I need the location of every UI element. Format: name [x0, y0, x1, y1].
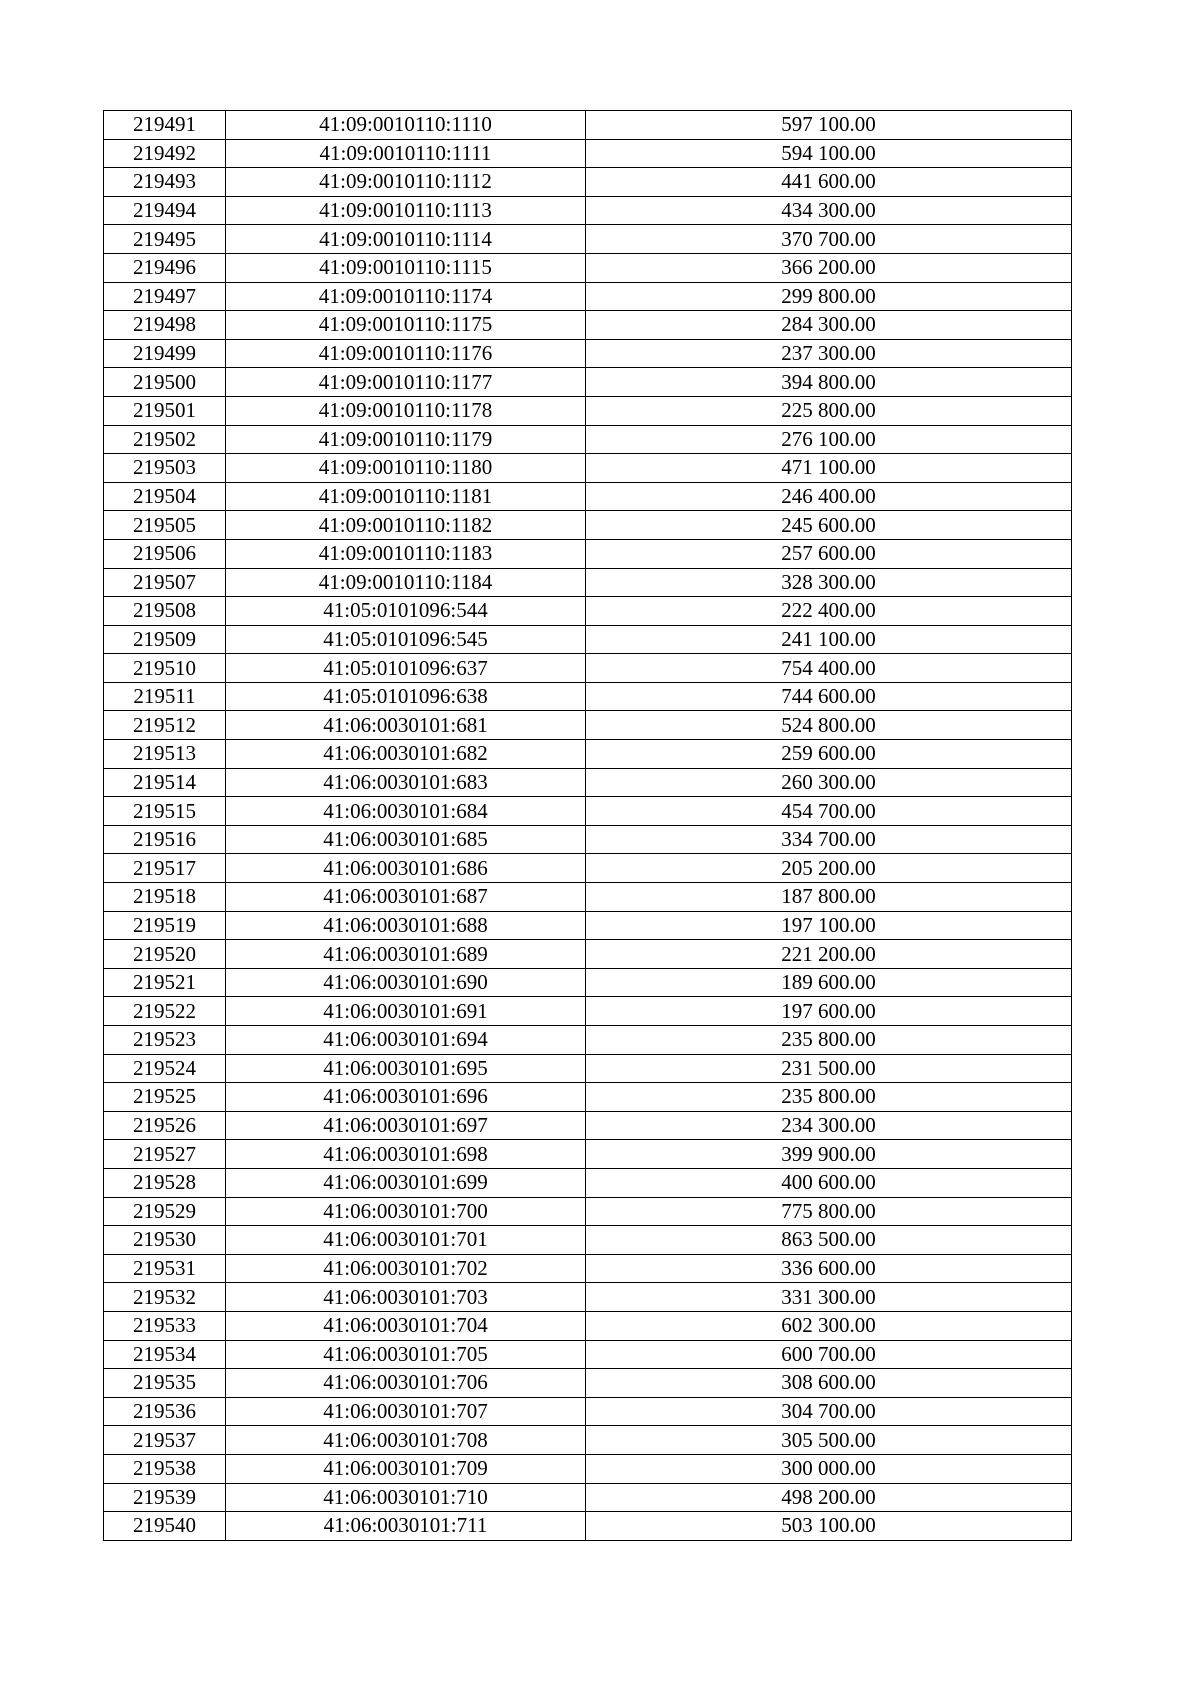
cadastral-number-cell: 41:09:0010110:1178 [226, 396, 586, 425]
row-number-cell: 219522 [104, 997, 226, 1026]
row-number-cell: 219539 [104, 1483, 226, 1512]
row-number-cell: 219498 [104, 311, 226, 340]
row-number-cell: 219530 [104, 1226, 226, 1255]
value-cell: 366 200.00 [586, 253, 1072, 282]
table-row [104, 1340, 1072, 1369]
table-row [104, 1397, 1072, 1426]
row-number-cell: 219519 [104, 911, 226, 940]
row-number-cell: 219494 [104, 196, 226, 225]
table-row [104, 711, 1072, 740]
value-cell: 471 100.00 [586, 454, 1072, 483]
row-number-cell: 219535 [104, 1369, 226, 1398]
row-number-cell: 219528 [104, 1168, 226, 1197]
value-cell: 241 100.00 [586, 625, 1072, 654]
value-cell: 600 700.00 [586, 1340, 1072, 1369]
row-number-cell: 219496 [104, 253, 226, 282]
table-row [104, 196, 1072, 225]
cadastral-number-cell: 41:09:0010110:1175 [226, 311, 586, 340]
cadastral-value-table [103, 110, 1072, 1541]
cadastral-number-cell: 41:06:0030101:702 [226, 1254, 586, 1283]
value-cell: 235 800.00 [586, 1026, 1072, 1055]
row-number-cell: 219526 [104, 1111, 226, 1140]
row-number-cell: 219511 [104, 682, 226, 711]
cadastral-number-cell: 41:06:0030101:690 [226, 968, 586, 997]
table-row [104, 396, 1072, 425]
table-row [104, 625, 1072, 654]
table-row [104, 1483, 1072, 1512]
cadastral-number-cell: 41:06:0030101:711 [226, 1512, 586, 1541]
cadastral-number-cell: 41:09:0010110:1184 [226, 568, 586, 597]
value-cell: 370 700.00 [586, 225, 1072, 254]
row-number-cell: 219534 [104, 1340, 226, 1369]
cadastral-number-cell: 41:09:0010110:1111 [226, 139, 586, 168]
cadastral-number-cell: 41:06:0030101:705 [226, 1340, 586, 1369]
cadastral-number-cell: 41:09:0010110:1182 [226, 511, 586, 540]
row-number-cell: 219540 [104, 1512, 226, 1541]
table-row [104, 1369, 1072, 1398]
value-cell: 308 600.00 [586, 1369, 1072, 1398]
value-cell: 305 500.00 [586, 1426, 1072, 1455]
table-row [104, 1226, 1072, 1255]
cadastral-number-cell: 41:06:0030101:710 [226, 1483, 586, 1512]
value-cell: 503 100.00 [586, 1512, 1072, 1541]
cadastral-number-cell: 41:05:0101096:545 [226, 625, 586, 654]
cadastral-number-cell: 41:05:0101096:637 [226, 654, 586, 683]
value-cell: 237 300.00 [586, 339, 1072, 368]
value-cell: 744 600.00 [586, 682, 1072, 711]
row-number-cell: 219491 [104, 111, 226, 140]
row-number-cell: 219516 [104, 825, 226, 854]
value-cell: 205 200.00 [586, 854, 1072, 883]
cadastral-number-cell: 41:09:0010110:1174 [226, 282, 586, 311]
cadastral-number-cell: 41:09:0010110:1183 [226, 539, 586, 568]
value-cell: 498 200.00 [586, 1483, 1072, 1512]
table-body [104, 111, 1072, 1541]
row-number-cell: 219502 [104, 425, 226, 454]
table-row [104, 339, 1072, 368]
cadastral-number-cell: 41:06:0030101:682 [226, 740, 586, 769]
row-number-cell: 219505 [104, 511, 226, 540]
value-cell: 235 800.00 [586, 1083, 1072, 1112]
value-cell: 441 600.00 [586, 168, 1072, 197]
row-number-cell: 219521 [104, 968, 226, 997]
cadastral-number-cell: 41:09:0010110:1112 [226, 168, 586, 197]
cadastral-number-cell: 41:05:0101096:638 [226, 682, 586, 711]
table-row [104, 682, 1072, 711]
row-number-cell: 219537 [104, 1426, 226, 1455]
cadastral-number-cell: 41:06:0030101:694 [226, 1026, 586, 1055]
row-number-cell: 219524 [104, 1054, 226, 1083]
row-number-cell: 219493 [104, 168, 226, 197]
row-number-cell: 219492 [104, 139, 226, 168]
value-cell: 863 500.00 [586, 1226, 1072, 1255]
cadastral-number-cell: 41:06:0030101:691 [226, 997, 586, 1026]
table-row [104, 968, 1072, 997]
cadastral-number-cell: 41:06:0030101:701 [226, 1226, 586, 1255]
cadastral-number-cell: 41:06:0030101:681 [226, 711, 586, 740]
row-number-cell: 219529 [104, 1197, 226, 1226]
cadastral-number-cell: 41:09:0010110:1180 [226, 454, 586, 483]
row-number-cell: 219518 [104, 883, 226, 912]
table-row [104, 1426, 1072, 1455]
table-row [104, 1197, 1072, 1226]
table-row [104, 139, 1072, 168]
value-cell: 284 300.00 [586, 311, 1072, 340]
value-cell: 454 700.00 [586, 797, 1072, 826]
cadastral-number-cell: 41:09:0010110:1176 [226, 339, 586, 368]
cadastral-number-cell: 41:06:0030101:689 [226, 940, 586, 969]
cadastral-number-cell: 41:09:0010110:1179 [226, 425, 586, 454]
table-row [104, 997, 1072, 1026]
value-cell: 597 100.00 [586, 111, 1072, 140]
table-row [104, 911, 1072, 940]
row-number-cell: 219525 [104, 1083, 226, 1112]
table-row [104, 539, 1072, 568]
cadastral-number-cell: 41:06:0030101:699 [226, 1168, 586, 1197]
cadastral-number-cell: 41:09:0010110:1113 [226, 196, 586, 225]
value-cell: 189 600.00 [586, 968, 1072, 997]
table-row [104, 1512, 1072, 1541]
row-number-cell: 219500 [104, 368, 226, 397]
row-number-cell: 219506 [104, 539, 226, 568]
row-number-cell: 219514 [104, 768, 226, 797]
table-row [104, 253, 1072, 282]
table-row [104, 1311, 1072, 1340]
table-row [104, 311, 1072, 340]
value-cell: 221 200.00 [586, 940, 1072, 969]
value-cell: 754 400.00 [586, 654, 1072, 683]
row-number-cell: 219520 [104, 940, 226, 969]
cadastral-number-cell: 41:06:0030101:696 [226, 1083, 586, 1112]
row-number-cell: 219513 [104, 740, 226, 769]
value-cell: 276 100.00 [586, 425, 1072, 454]
table-row [104, 797, 1072, 826]
table-row [104, 482, 1072, 511]
table-row [104, 168, 1072, 197]
row-number-cell: 219510 [104, 654, 226, 683]
value-cell: 245 600.00 [586, 511, 1072, 540]
table-row [104, 368, 1072, 397]
table-row [104, 225, 1072, 254]
table-row [104, 597, 1072, 626]
value-cell: 257 600.00 [586, 539, 1072, 568]
value-cell: 334 700.00 [586, 825, 1072, 854]
value-cell: 259 600.00 [586, 740, 1072, 769]
cadastral-number-cell: 41:09:0010110:1110 [226, 111, 586, 140]
table-row [104, 940, 1072, 969]
cadastral-number-cell: 41:09:0010110:1114 [226, 225, 586, 254]
value-cell: 234 300.00 [586, 1111, 1072, 1140]
cadastral-number-cell: 41:06:0030101:703 [226, 1283, 586, 1312]
cadastral-number-cell: 41:06:0030101:698 [226, 1140, 586, 1169]
table-row [104, 454, 1072, 483]
cadastral-number-cell: 41:06:0030101:697 [226, 1111, 586, 1140]
value-cell: 331 300.00 [586, 1283, 1072, 1312]
value-cell: 231 500.00 [586, 1054, 1072, 1083]
value-cell: 197 100.00 [586, 911, 1072, 940]
value-cell: 775 800.00 [586, 1197, 1072, 1226]
row-number-cell: 219533 [104, 1311, 226, 1340]
cadastral-number-cell: 41:06:0030101:684 [226, 797, 586, 826]
table-row [104, 1111, 1072, 1140]
value-cell: 328 300.00 [586, 568, 1072, 597]
value-cell: 260 300.00 [586, 768, 1072, 797]
value-cell: 400 600.00 [586, 1168, 1072, 1197]
table-row [104, 425, 1072, 454]
table-row [104, 568, 1072, 597]
value-cell: 299 800.00 [586, 282, 1072, 311]
value-cell: 394 800.00 [586, 368, 1072, 397]
cadastral-number-cell: 41:05:0101096:544 [226, 597, 586, 626]
cadastral-number-cell: 41:06:0030101:685 [226, 825, 586, 854]
table-row [104, 1254, 1072, 1283]
row-number-cell: 219507 [104, 568, 226, 597]
table-row [104, 1140, 1072, 1169]
cadastral-number-cell: 41:09:0010110:1115 [226, 253, 586, 282]
cadastral-number-cell: 41:06:0030101:707 [226, 1397, 586, 1426]
value-cell: 336 600.00 [586, 1254, 1072, 1283]
row-number-cell: 219532 [104, 1283, 226, 1312]
table-row [104, 1283, 1072, 1312]
row-number-cell: 219495 [104, 225, 226, 254]
cadastral-number-cell: 41:09:0010110:1181 [226, 482, 586, 511]
cadastral-number-cell: 41:06:0030101:683 [226, 768, 586, 797]
row-number-cell: 219503 [104, 454, 226, 483]
row-number-cell: 219504 [104, 482, 226, 511]
value-cell: 197 600.00 [586, 997, 1072, 1026]
value-cell: 304 700.00 [586, 1397, 1072, 1426]
value-cell: 187 800.00 [586, 883, 1072, 912]
cadastral-number-cell: 41:06:0030101:687 [226, 883, 586, 912]
table-row [104, 740, 1072, 769]
table-row [104, 111, 1072, 140]
value-cell: 434 300.00 [586, 196, 1072, 225]
row-number-cell: 219523 [104, 1026, 226, 1055]
value-cell: 222 400.00 [586, 597, 1072, 626]
value-cell: 246 400.00 [586, 482, 1072, 511]
table-row [104, 1168, 1072, 1197]
row-number-cell: 219531 [104, 1254, 226, 1283]
row-number-cell: 219536 [104, 1397, 226, 1426]
row-number-cell: 219515 [104, 797, 226, 826]
table-row [104, 1054, 1072, 1083]
cadastral-number-cell: 41:06:0030101:709 [226, 1454, 586, 1483]
table-row [104, 282, 1072, 311]
row-number-cell: 219508 [104, 597, 226, 626]
table-row [104, 1083, 1072, 1112]
cadastral-number-cell: 41:06:0030101:688 [226, 911, 586, 940]
value-cell: 602 300.00 [586, 1311, 1072, 1340]
row-number-cell: 219517 [104, 854, 226, 883]
cadastral-number-cell: 41:06:0030101:706 [226, 1369, 586, 1398]
table-row [104, 511, 1072, 540]
value-cell: 594 100.00 [586, 139, 1072, 168]
cadastral-number-cell: 41:06:0030101:695 [226, 1054, 586, 1083]
cadastral-number-cell: 41:06:0030101:700 [226, 1197, 586, 1226]
row-number-cell: 219527 [104, 1140, 226, 1169]
row-number-cell: 219509 [104, 625, 226, 654]
table-row [104, 883, 1072, 912]
table-row [104, 654, 1072, 683]
table-row [104, 854, 1072, 883]
value-cell: 399 900.00 [586, 1140, 1072, 1169]
table-row [104, 768, 1072, 797]
row-number-cell: 219499 [104, 339, 226, 368]
value-cell: 300 000.00 [586, 1454, 1072, 1483]
cadastral-number-cell: 41:06:0030101:708 [226, 1426, 586, 1455]
table-row [104, 1026, 1072, 1055]
cadastral-number-cell: 41:09:0010110:1177 [226, 368, 586, 397]
cadastral-number-cell: 41:06:0030101:704 [226, 1311, 586, 1340]
row-number-cell: 219497 [104, 282, 226, 311]
row-number-cell: 219538 [104, 1454, 226, 1483]
value-cell: 225 800.00 [586, 396, 1072, 425]
row-number-cell: 219512 [104, 711, 226, 740]
cadastral-number-cell: 41:06:0030101:686 [226, 854, 586, 883]
value-cell: 524 800.00 [586, 711, 1072, 740]
row-number-cell: 219501 [104, 396, 226, 425]
table-row [104, 1454, 1072, 1483]
table-row [104, 825, 1072, 854]
